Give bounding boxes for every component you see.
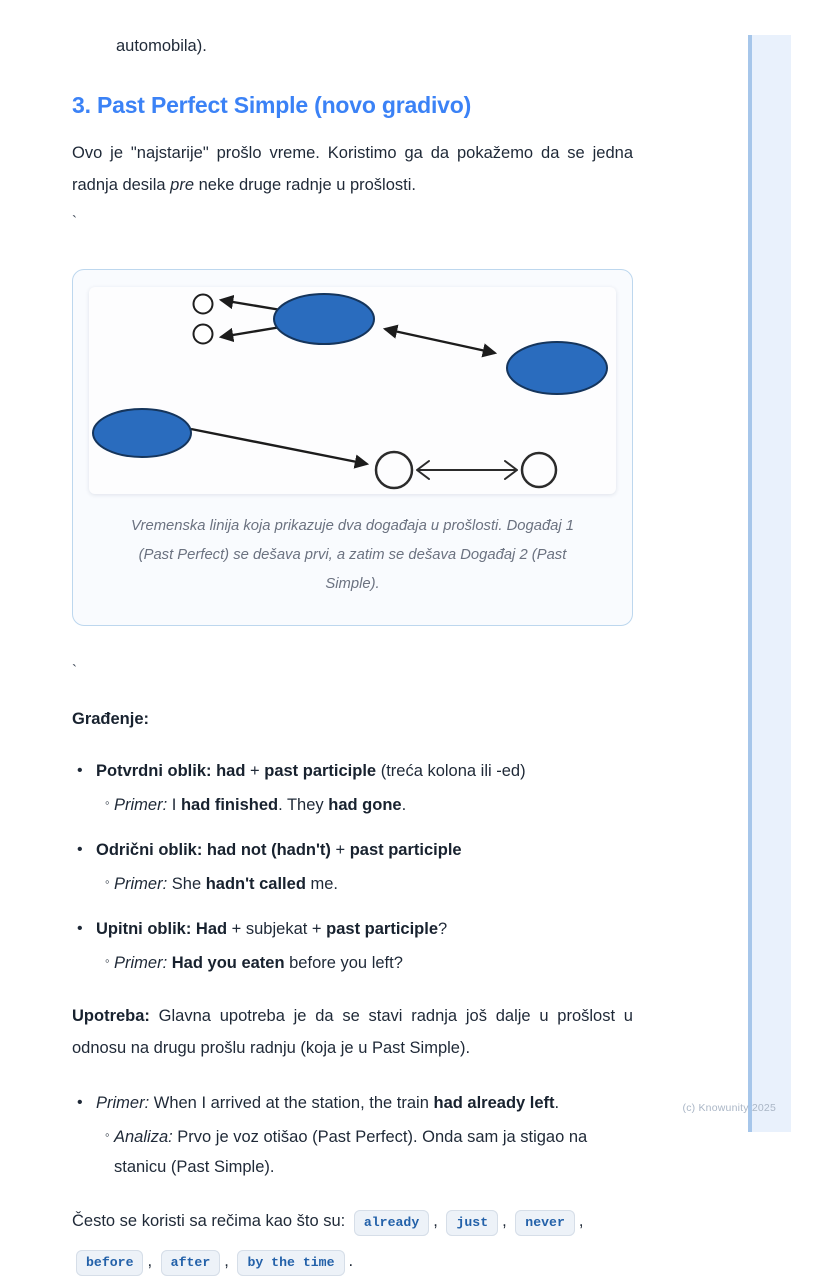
circle-bullet-icon: ◦ (105, 953, 110, 968)
building-label-text: Građenje: (72, 710, 150, 728)
negative-head (96, 837, 633, 863)
analysis-label: Analiza: (114, 1128, 173, 1146)
usage-label: Upotreba: (72, 1007, 150, 1025)
timeline-circle-3 (376, 452, 412, 488)
timeline-diagram-svg (89, 287, 616, 494)
bullet-icon: • (77, 762, 83, 779)
keyword-pill-just: just (446, 1210, 498, 1236)
keywords-lead: Često se koristi sa rečima kao što su: (72, 1212, 350, 1230)
separator: , (224, 1252, 229, 1270)
usage-example-list (72, 1090, 633, 1182)
keyword-pill-never: never (515, 1210, 575, 1236)
text-run: before you left? (284, 954, 403, 972)
building-label (72, 706, 633, 732)
continuation-text: automobila). (116, 37, 207, 55)
timeline-diagram-image (89, 287, 616, 494)
list-item-affirmative (72, 758, 633, 820)
bullet-icon: • (77, 841, 83, 858)
text-run: When I arrived at the station, the train (149, 1094, 434, 1112)
text-run-bold: hadn't called (205, 875, 306, 893)
text-run: Prvo je voz otišao (Past Perfect). Onda sam ja stigao na stanicu (Past Simple). (114, 1128, 588, 1176)
text-run-bold: Had you eaten (171, 954, 285, 972)
timeline-circle-2 (194, 325, 213, 344)
text-run-bold: Potvrdni oblik: had (96, 762, 246, 780)
keywords-paragraph (72, 1202, 633, 1282)
text-run: I (167, 796, 181, 814)
list-item-interrogative-example (96, 948, 633, 978)
text-run-bold: past participle (264, 762, 377, 780)
arrow-to-circle-1 (221, 300, 281, 310)
text-run: . (554, 1094, 560, 1112)
text-run-bold: past participle (349, 841, 462, 859)
event-ellipse-bottom-left (93, 409, 191, 457)
arrow-bottom (191, 429, 367, 464)
text-run-bold: had already left (433, 1094, 555, 1112)
text-run: (treća kolona ili -ed) (376, 762, 526, 780)
keyword-pill-by-the-time: by the time (237, 1250, 344, 1276)
stray-backtick-1: ` (72, 213, 77, 230)
list-item-affirmative-example (96, 790, 633, 820)
bullet-icon: • (77, 920, 83, 937)
example-label: Primer: (114, 954, 168, 972)
figure-caption: Vremenska linija koja prikazuje dva događaja u prošlosti. Događaj 1 (Past Perfect) se dešava prvi, a zatim se dešava Događaj 2 (Past Simple). (130, 518, 575, 592)
text-run: Glavna upotreba je da se stavi radnja još dalje u prošlost u odnosu na drugu prošlu radnju (koja je u Past Simple). (72, 1007, 633, 1057)
event-ellipse-right (507, 342, 607, 394)
copyright-watermark: (c) Knowunity 2025 (682, 1102, 776, 1114)
interrogative-head (96, 916, 633, 942)
usage-example-head (96, 1090, 633, 1116)
separator: , (578, 1212, 584, 1230)
text-run: + (330, 841, 350, 859)
end-period: . (348, 1252, 354, 1270)
event-ellipse-top (274, 294, 374, 344)
bullet-icon: • (77, 1094, 83, 1111)
circle-bullet-icon: ◦ (105, 795, 110, 810)
timeline-circle-1 (194, 295, 213, 314)
list-item-usage-example (72, 1090, 633, 1182)
list-item-analysis (96, 1122, 633, 1182)
intro-text-run: Ovo je "najstarije" prošlo vreme. Koristimo ga da pokažemo da se jedna radnja desila (72, 144, 633, 194)
section-heading: 3. Past Perfect Simple (novo gradivo) (72, 92, 472, 118)
text-run-bold: had gone (328, 796, 402, 814)
arrow-to-circle-2 (221, 327, 281, 337)
circle-bullet-icon: ◦ (105, 874, 110, 889)
text-run: She (167, 875, 206, 893)
usage-paragraph (72, 1000, 633, 1064)
keyword-pill-after: after (161, 1250, 221, 1276)
document-content (72, 0, 633, 1282)
text-run: + (245, 762, 265, 780)
intro-italic-run: pre (170, 176, 195, 194)
double-arrow-top (385, 329, 495, 353)
text-run-bold: had finished (180, 796, 279, 814)
list-item-negative-example (96, 869, 633, 899)
list-item-interrogative (72, 916, 633, 978)
text-run-bold: Upitni oblik: Had (96, 920, 228, 938)
page-edge-highlight-bar (748, 35, 791, 1132)
timeline-circle-4 (522, 453, 556, 487)
text-run: ? (438, 920, 448, 938)
text-run-bold: Odrični oblik: had not (hadn't) (96, 841, 331, 859)
list-item-negative (72, 837, 633, 899)
separator: , (433, 1212, 438, 1230)
text-run-bold: past participle (326, 920, 439, 938)
example-label: Primer: (114, 796, 168, 814)
intro-paragraph (72, 137, 633, 201)
text-run: + subjekat + (227, 920, 327, 938)
affirmative-head (96, 758, 633, 784)
keyword-pill-already: already (354, 1210, 429, 1236)
text-run: . They (278, 796, 329, 814)
example-label: Primer: (96, 1094, 150, 1112)
separator: , (502, 1212, 507, 1230)
building-list (72, 758, 633, 978)
intro-text-run-2: neke druge radnje u prošlosti. (194, 176, 416, 194)
separator: , (147, 1252, 153, 1270)
stray-backtick-2: ` (72, 662, 77, 679)
text-run: me. (305, 875, 338, 893)
circle-bullet-icon: ◦ (105, 1127, 110, 1142)
keyword-pill-before: before (76, 1250, 143, 1276)
example-label: Primer: (114, 875, 168, 893)
timeline-figure-card (72, 269, 633, 626)
text-run: . (401, 796, 407, 814)
